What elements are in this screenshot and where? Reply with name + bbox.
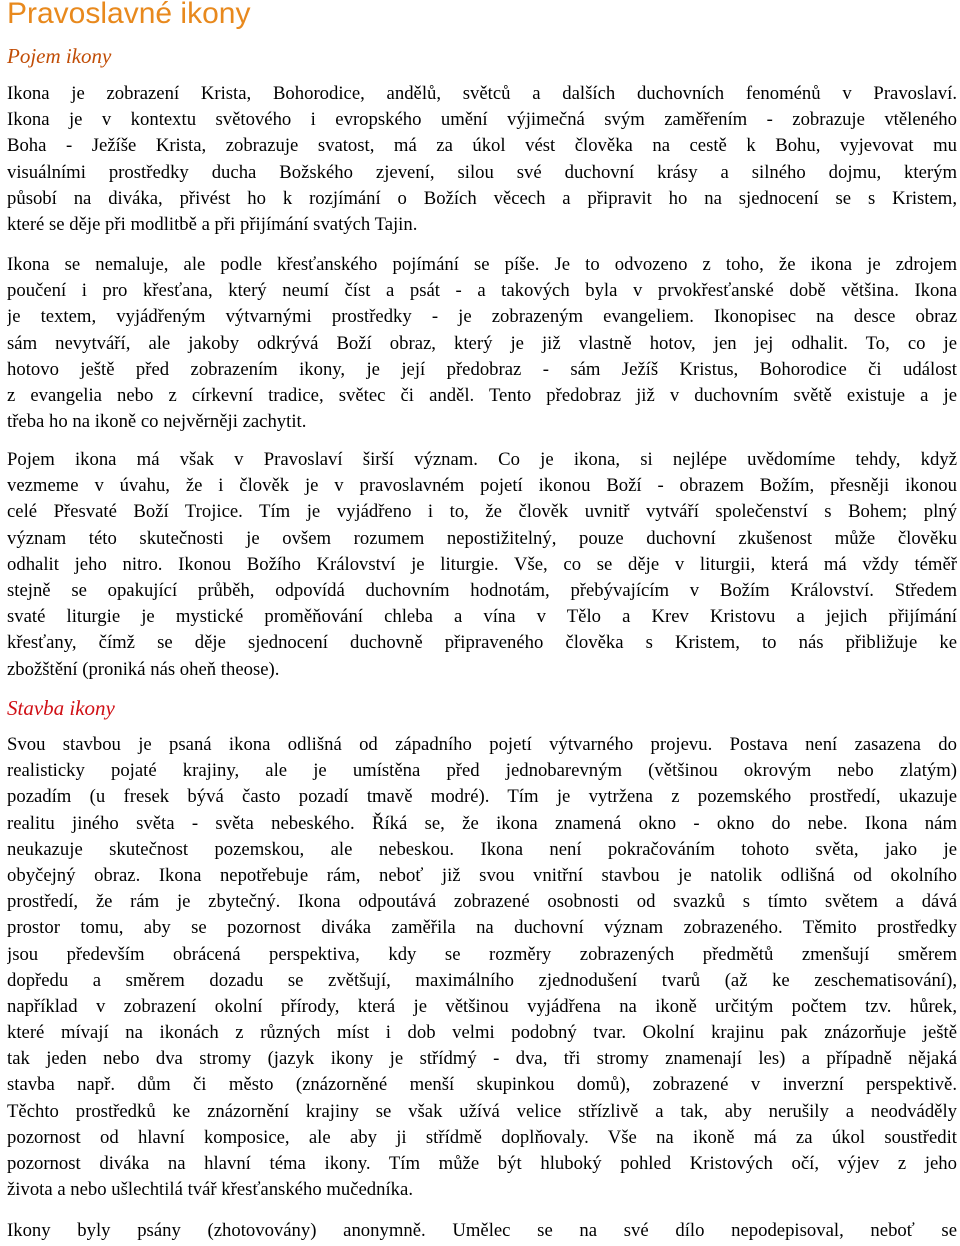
text-line: života a nebo ušlechtilá tvář křesťanského mučedníka. bbox=[7, 1179, 413, 1201]
text-line: hotovo ještě před zobrazením ikony, je její předobraz - sám Ježíš Kristus, Bohorodice či událost bbox=[7, 358, 957, 380]
text-line: svaté liturgie je mystické proměňování chleba a vína v Tělo a Krev Kristovu a jejich přijímání bbox=[7, 606, 957, 628]
text-line: pozadím (u fresek bývá často pozadí tmavě modré). Tím je vytržena z pozemského prostředí, ukazuje bbox=[7, 786, 957, 808]
text-line: neukazuje skutečnost pozemskou, ale nebeskou. Ikona není pokračováním tohoto světa, jako je bbox=[7, 838, 957, 860]
text-line: Ikona je zobrazení Krista, Bohorodice, andělů, světců a dalších duchovních fenoménů v Pravoslaví. bbox=[7, 83, 957, 104]
text-line: stavba např. dům či město (znázorněné menší skupinkou domů), zobrazené v inverzní perspektivě. bbox=[7, 1074, 957, 1096]
text-line: prostředí, že rám je zbytečný. Ikona odpoutává zobrazené osobnosti od svazků s tímto světem a dává bbox=[7, 891, 957, 913]
text-line: realitu jiného světa - světa nebeského. Říká se, že ikona znamená okno - okno do nebe. Ikona nám bbox=[7, 812, 957, 834]
text-line: Ikona se nemaluje, ale podle křesťanského pojímání se píše. Je to odvozeno z toho, že ikona je zdrojem bbox=[7, 254, 957, 275]
page-title: Pravoslavné ikony bbox=[7, 0, 251, 30]
text-line: realisticky pojaté krajiny, ale je umístěna před jednobarevným (většinou okrovým nebo zlatým) bbox=[7, 760, 957, 782]
text-line: tak jeden nebo dva stromy (jazyk ikony je střídmý - dva, tři stromy znamenají les) a případně nějaká bbox=[7, 1048, 957, 1070]
text-line: obyčejný obraz. Ikona nepotřebuje rám, neboť již svou vnitřní stavbou je natolik odlišná od okolního bbox=[7, 864, 957, 886]
text-line: pozornost od hlavní komposice, ale aby ji střídmě doplňovaly. Vše na ikoně má za úkol soustředit bbox=[7, 1126, 957, 1148]
text-line: vezmeme v úvahu, že i člověk je v pravoslavném pojetí ikonou Boží - obrazem Božím, přesněji ikonou bbox=[7, 475, 957, 497]
text-line: působí na diváka, přivést ho k rozjímání o Božích věcech a připravit ho na sjednocení se s Kristem, bbox=[7, 187, 957, 209]
text-line: stejně se opakující průběh, odpovídá duchovním hodnotám, přebývajícím v Božím Království. Středem bbox=[7, 579, 957, 601]
section-heading-stavba-ikony: Stavba ikony bbox=[7, 696, 115, 720]
text-line: zbožštění (proniká nás oheň theose). bbox=[7, 658, 280, 680]
paragraph bbox=[7, 732, 957, 1203]
text-line: Ikona je v kontextu světového i evropského umění výjimečná svým zaměřením - zobrazuje vtěleného bbox=[7, 109, 957, 131]
text-line: poučení i pro křesťana, který neumí číst a psát - a takových byla v prvokřesťanské době většina. Ikona bbox=[7, 280, 957, 302]
text-line: odhalit jeho nitro. Ikonou Božího Království je liturgie. Vše, co se děje v liturgii, která má vždy téměř bbox=[7, 553, 957, 575]
text-line: křesťany, čímž se děje sjednocení duchovně připraveného člověka s Kristem, to nás přibližuje ke bbox=[7, 632, 957, 654]
text-line: celé Přesvaté Boží Trojice. Tím je vyjádřeno i to, že člověk uvnitř vytváří společenství s Bohem; plný bbox=[7, 501, 957, 523]
paragraph bbox=[7, 1218, 957, 1244]
section-heading-pojem-ikony: Pojem ikony bbox=[7, 44, 112, 68]
text-line: které mívají na ikonách z různých míst i dob velmi podobný tvar. Okolní krajinu pak znázorňuje ještě bbox=[7, 1022, 957, 1044]
text-line: je textem, vyjádřeným výtvarnými prostředky - je zobrazeným evangeliem. Ikonopisec na desce obraz bbox=[7, 306, 957, 328]
text-line: sám nevytváří, ale jakoby odkrývá Boží obraz, který je již vlastně hotov, jen jej odhalit. To, co je bbox=[7, 332, 957, 354]
text-line: Pojem ikona má však v Pravoslaví širší význam. Co je ikona, si nejlépe uvědomíme tehdy, když bbox=[7, 449, 957, 470]
text-line: třeba ho na ikoně co nejvěrněji zachytit. bbox=[7, 411, 307, 433]
paragraph bbox=[7, 447, 957, 683]
text-line: Těchto prostředků ke znázornění krajiny se však užívá velice střízlivě a tak, aby nerušily a neodváděly bbox=[7, 1100, 957, 1122]
text-line: význam této skutečnosti je ovšem rozumem nepostižitelný, pouze duchovní zkušenost může člověku bbox=[7, 527, 957, 549]
text-line: pozornost diváka na hlavní téma ikony. Tím může být hluboký pohled Kristových očí, výjev z jeho bbox=[7, 1153, 957, 1174]
text-line: dopředu a směrem dozadu se zvětšují, maximálního zjednodušení tvarů (až ke zeschematisování), bbox=[7, 969, 957, 991]
text-line: prostor tomu, aby se pozornost diváka zaměřila na duchovní význam zobrazeného. Těmito prostředky bbox=[7, 917, 957, 939]
text-line: například v zobrazení okolní přírody, která je většinou vyjádřena na ikoně určitým počtem tzv. hůrek, bbox=[7, 995, 957, 1017]
text-line: visuálními prostředky ducha Božského zjevení, silou své duchovní krásy a silného dojmu, kterým bbox=[7, 161, 957, 183]
text-line: které se děje při modlitbě a při přijímání svatých Tajin. bbox=[7, 213, 418, 235]
text-line: Boha - Ježíše Krista, zobrazuje svatost, má za úkol vést člověka na cestě k Bohu, vyjevovat mu bbox=[7, 135, 957, 157]
paragraph bbox=[7, 81, 957, 238]
text-line: jsou především obrácená perspektiva, kdy se rozměry zobrazených předmětů zmenšují směrem bbox=[7, 943, 957, 965]
text-line: Ikony byly psány (zhotovovány) anonymně. Umělec se na své dílo nepodepisoval, neboť se bbox=[7, 1220, 957, 1241]
paragraph bbox=[7, 252, 957, 435]
text-line: Svou stavbou je psaná ikona odlišná od západního pojetí výtvarného projevu. Postava není zasazena do bbox=[7, 734, 957, 755]
text-line: z evangelia nebo z církevní tradice, světec či anděl. Tento předobraz již v duchovním světě existuje a je bbox=[7, 384, 957, 406]
